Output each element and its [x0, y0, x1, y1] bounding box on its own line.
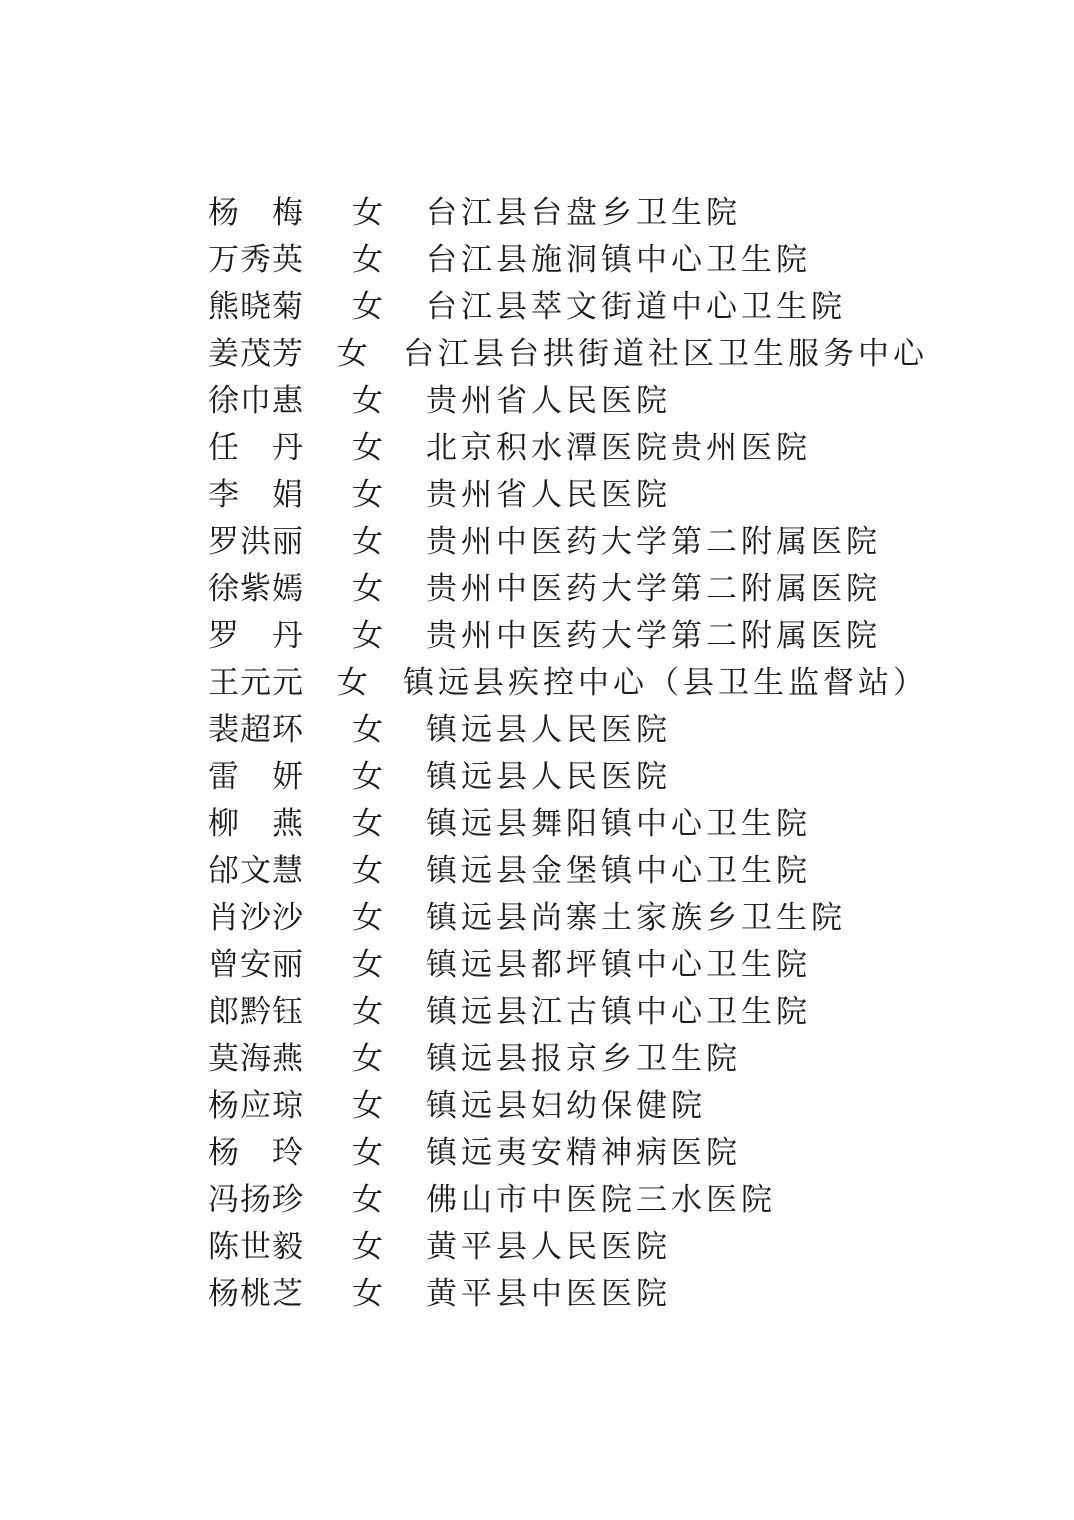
person-name: 姜茂芳 — [208, 336, 304, 372]
work-unit: 镇远县尚寨土家族乡卫生院 — [426, 900, 846, 936]
work-unit: 镇远县妇幼保健院 — [426, 1088, 706, 1124]
work-unit: 贵州中医药大学第二附属医院 — [426, 571, 881, 607]
work-unit: 贵州中医药大学第二附属医院 — [426, 524, 881, 560]
person-gender: 女 — [352, 524, 383, 560]
person-name: 柳 燕 — [208, 806, 304, 842]
roster-list — [208, 190, 928, 1318]
roster-row — [208, 895, 928, 942]
roster-row — [208, 848, 928, 895]
roster-row — [208, 1036, 928, 1083]
work-unit: 贵州省人民医院 — [426, 383, 671, 419]
person-name: 罗洪丽 — [208, 524, 304, 560]
roster-row — [208, 1130, 928, 1177]
person-gender: 女 — [352, 1135, 383, 1171]
work-unit: 镇远县舞阳镇中心卫生院 — [426, 806, 811, 842]
person-gender: 女 — [336, 336, 368, 372]
work-unit: 贵州中医药大学第二附属医院 — [426, 618, 881, 654]
work-unit: 镇远县人民医院 — [426, 759, 671, 795]
person-gender: 女 — [352, 1182, 383, 1218]
person-gender: 女 — [352, 853, 383, 889]
person-gender: 女 — [352, 477, 383, 513]
roster-row — [208, 425, 928, 472]
roster-row — [208, 613, 928, 660]
person-gender: 女 — [352, 195, 383, 231]
work-unit: 黄平县人民医院 — [426, 1229, 671, 1265]
roster-row — [208, 942, 928, 989]
work-unit: 镇远县江古镇中心卫生院 — [426, 994, 811, 1030]
person-name: 任 丹 — [208, 430, 304, 466]
work-unit: 贵州省人民医院 — [426, 477, 671, 513]
person-name: 裴超环 — [208, 712, 304, 748]
roster-row — [208, 754, 928, 801]
person-name: 雷 妍 — [208, 759, 304, 795]
roster-row — [208, 237, 928, 284]
roster-row — [208, 1271, 928, 1318]
person-name: 徐紫嫣 — [208, 571, 304, 607]
roster-row — [208, 1083, 928, 1130]
roster-row — [208, 472, 928, 519]
roster-row — [208, 1224, 928, 1271]
person-gender: 女 — [352, 430, 383, 466]
person-name: 熊晓菊 — [208, 289, 304, 325]
person-gender: 女 — [352, 618, 383, 654]
roster-row — [208, 378, 928, 425]
work-unit: 镇远县都坪镇中心卫生院 — [426, 947, 811, 983]
person-gender: 女 — [352, 712, 383, 748]
person-name: 曾安丽 — [208, 947, 304, 983]
person-gender: 女 — [352, 571, 383, 607]
person-name: 邰文慧 — [208, 853, 304, 889]
person-gender: 女 — [352, 900, 383, 936]
person-gender: 女 — [352, 383, 383, 419]
work-unit: 台江县台拱街道社区卫生服务中心 — [403, 336, 928, 372]
person-name: 徐巾惠 — [208, 383, 304, 419]
person-name: 杨应琼 — [208, 1088, 304, 1124]
person-name: 冯扬珍 — [208, 1182, 304, 1218]
person-name: 王元元 — [208, 665, 304, 701]
person-name: 李 娟 — [208, 477, 304, 513]
roster-row — [208, 284, 928, 331]
person-name: 杨 玲 — [208, 1135, 304, 1171]
roster-row — [208, 519, 928, 566]
person-gender: 女 — [352, 994, 383, 1030]
work-unit: 镇远夷安精神病医院 — [426, 1135, 741, 1171]
person-gender: 女 — [352, 1229, 383, 1265]
person-name: 杨桃芝 — [208, 1276, 304, 1312]
person-gender: 女 — [352, 289, 383, 325]
work-unit: 镇远县人民医院 — [426, 712, 671, 748]
work-unit: 台江县萃文街道中心卫生院 — [426, 289, 846, 325]
roster-row — [208, 190, 928, 237]
roster-row — [208, 566, 928, 613]
person-gender: 女 — [352, 947, 383, 983]
person-gender: 女 — [352, 1276, 383, 1312]
person-name: 郎黔钰 — [208, 994, 304, 1030]
person-gender: 女 — [352, 759, 383, 795]
person-name: 陈世毅 — [208, 1229, 304, 1265]
work-unit: 镇远县疾控中心（县卫生监督站） — [403, 665, 928, 701]
person-gender: 女 — [352, 1088, 383, 1124]
person-name: 杨 梅 — [208, 195, 304, 231]
roster-row — [208, 989, 928, 1036]
person-gender: 女 — [352, 1041, 383, 1077]
person-gender: 女 — [352, 806, 383, 842]
roster-row — [208, 801, 928, 848]
work-unit: 北京积水潭医院贵州医院 — [426, 430, 811, 466]
roster-row — [208, 660, 928, 707]
work-unit: 黄平县中医医院 — [426, 1276, 671, 1312]
work-unit: 台江县台盘乡卫生院 — [426, 195, 741, 231]
person-gender: 女 — [336, 665, 368, 701]
roster-row — [208, 331, 928, 378]
roster-row — [208, 707, 928, 754]
work-unit: 镇远县报京乡卫生院 — [426, 1041, 741, 1077]
work-unit: 台江县施洞镇中心卫生院 — [426, 242, 811, 278]
person-gender: 女 — [352, 242, 383, 278]
person-name: 万秀英 — [208, 242, 304, 278]
person-name: 莫海燕 — [208, 1041, 304, 1077]
person-name: 肖沙沙 — [208, 900, 304, 936]
work-unit: 镇远县金堡镇中心卫生院 — [426, 853, 811, 889]
roster-row — [208, 1177, 928, 1224]
work-unit: 佛山市中医院三水医院 — [426, 1182, 776, 1218]
person-name: 罗 丹 — [208, 618, 304, 654]
